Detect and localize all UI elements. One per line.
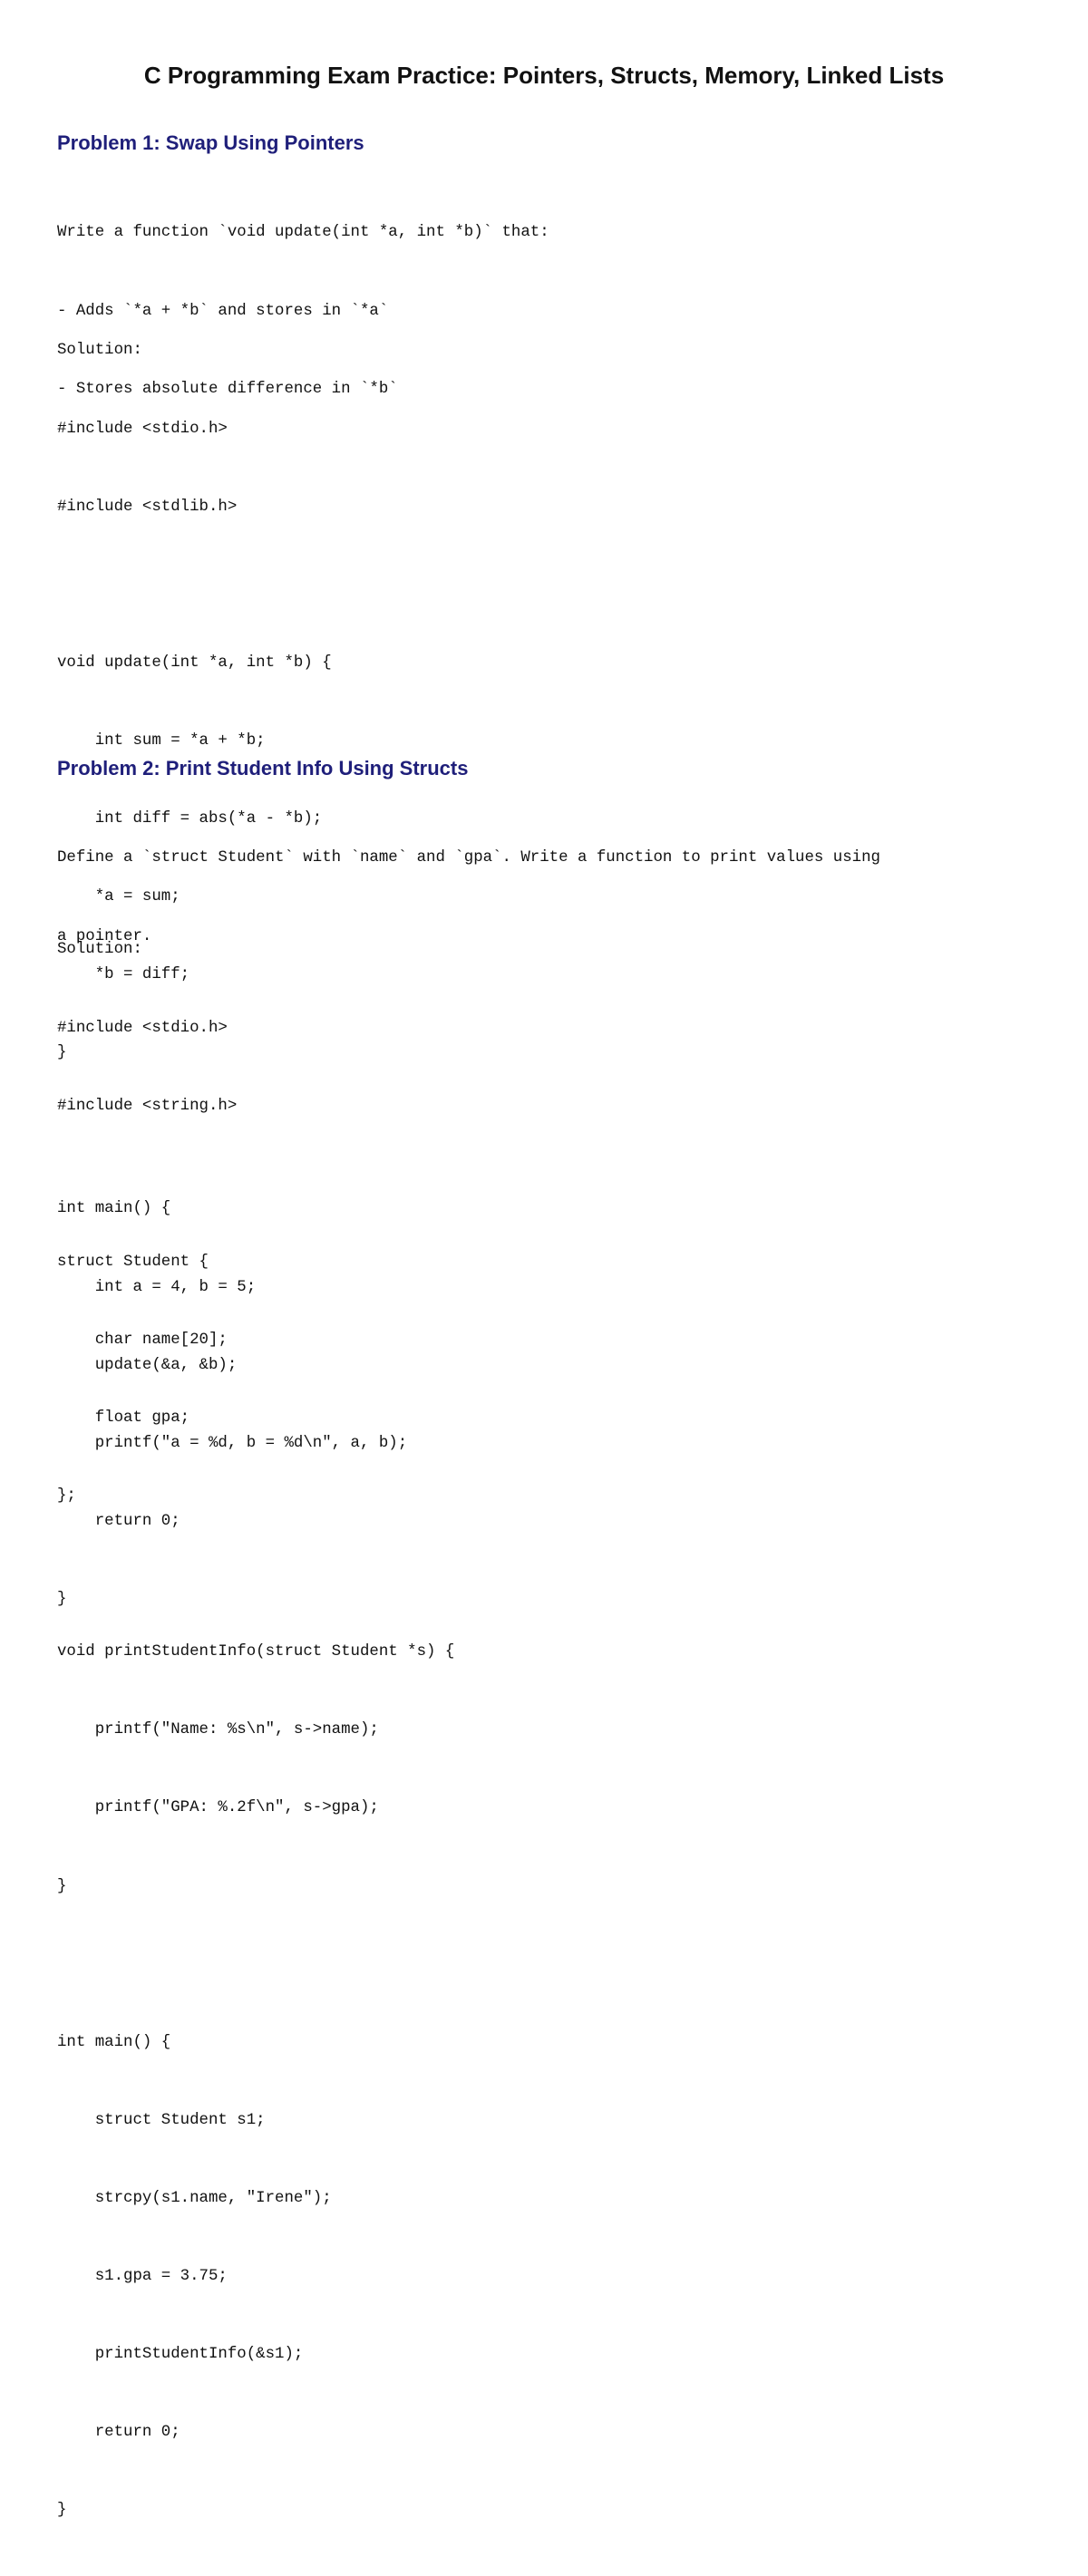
code-line: struct Student s1; — [57, 2111, 266, 2129]
code-line: return 0; — [57, 1512, 180, 1530]
code-line: #include <stdio.h> — [57, 1019, 228, 1037]
code-line: int diff = abs(*a - *b); — [57, 809, 323, 828]
code-line: int main() { — [57, 1200, 171, 1218]
description-line: Define a `struct Student` with `name` and `gpa`. Write a function to print values using — [57, 849, 880, 867]
code-line — [57, 1172, 454, 1198]
code-line: printf("Name: %s\n", s->name); — [57, 1721, 379, 1739]
code-line: int main() { — [57, 2033, 171, 2051]
description-line: - Adds `*a + *b` and stores in `*a` — [57, 302, 389, 320]
code-line: char name[20]; — [57, 1331, 228, 1349]
code-line: } — [57, 1044, 67, 1062]
code-line: *b = diff; — [57, 966, 190, 984]
code-line: update(&a, &b); — [57, 1356, 238, 1374]
code-line: } — [57, 1590, 67, 1608]
code-line: void update(int *a, int *b) { — [57, 654, 332, 672]
code-line: printStudentInfo(&s1); — [57, 2346, 304, 2364]
code-line: void printStudentInfo(struct Student *s) { — [57, 1643, 455, 1661]
code-line: printf("GPA: %.2f\n", s->gpa); — [57, 1799, 379, 1817]
code-line: return 0; — [57, 2424, 180, 2442]
code-line: } — [57, 2502, 67, 2520]
solution-label: Solution: — [57, 342, 142, 360]
code-line — [57, 573, 407, 599]
code-line: strcpy(s1.name, "Irene"); — [57, 2189, 332, 2207]
problem-2-solution — [57, 886, 454, 2576]
code-line — [57, 1562, 454, 1588]
code-line: int a = 4, b = 5; — [57, 1278, 257, 1296]
code-line — [57, 1952, 454, 1979]
code-line: printf("a = %d, b = %d\n", a, b); — [57, 1434, 408, 1452]
code-line: }; — [57, 1487, 76, 1506]
code-line: struct Student { — [57, 1253, 209, 1271]
code-line: int sum = *a + *b; — [57, 731, 266, 750]
code-line: #include <stdlib.h> — [57, 498, 238, 516]
description-line: Write a function `void update(int *a, int *b)` that: — [57, 224, 549, 242]
problem-1-heading: Problem 1: Swap Using Pointers — [57, 131, 364, 154]
document-title: C Programming Exam Practice: Pointers, Structs, Memory, Linked Lists — [143, 62, 945, 89]
code-line: s1.gpa = 3.75; — [57, 2268, 228, 2285]
problem-2-heading: Problem 2: Print Student Info Using Structs — [57, 757, 469, 780]
description-line: a pointer. — [57, 927, 152, 945]
code-line: #include <string.h> — [57, 1097, 238, 1115]
code-line: *a = sum; — [57, 888, 180, 906]
code-line: } — [57, 1877, 67, 1895]
description-line: - Stores absolute difference in `*b` — [57, 380, 398, 398]
solution-label: Solution: — [57, 941, 142, 959]
code-line: #include <stdio.h> — [57, 420, 228, 438]
code-line: float gpa; — [57, 1409, 190, 1427]
